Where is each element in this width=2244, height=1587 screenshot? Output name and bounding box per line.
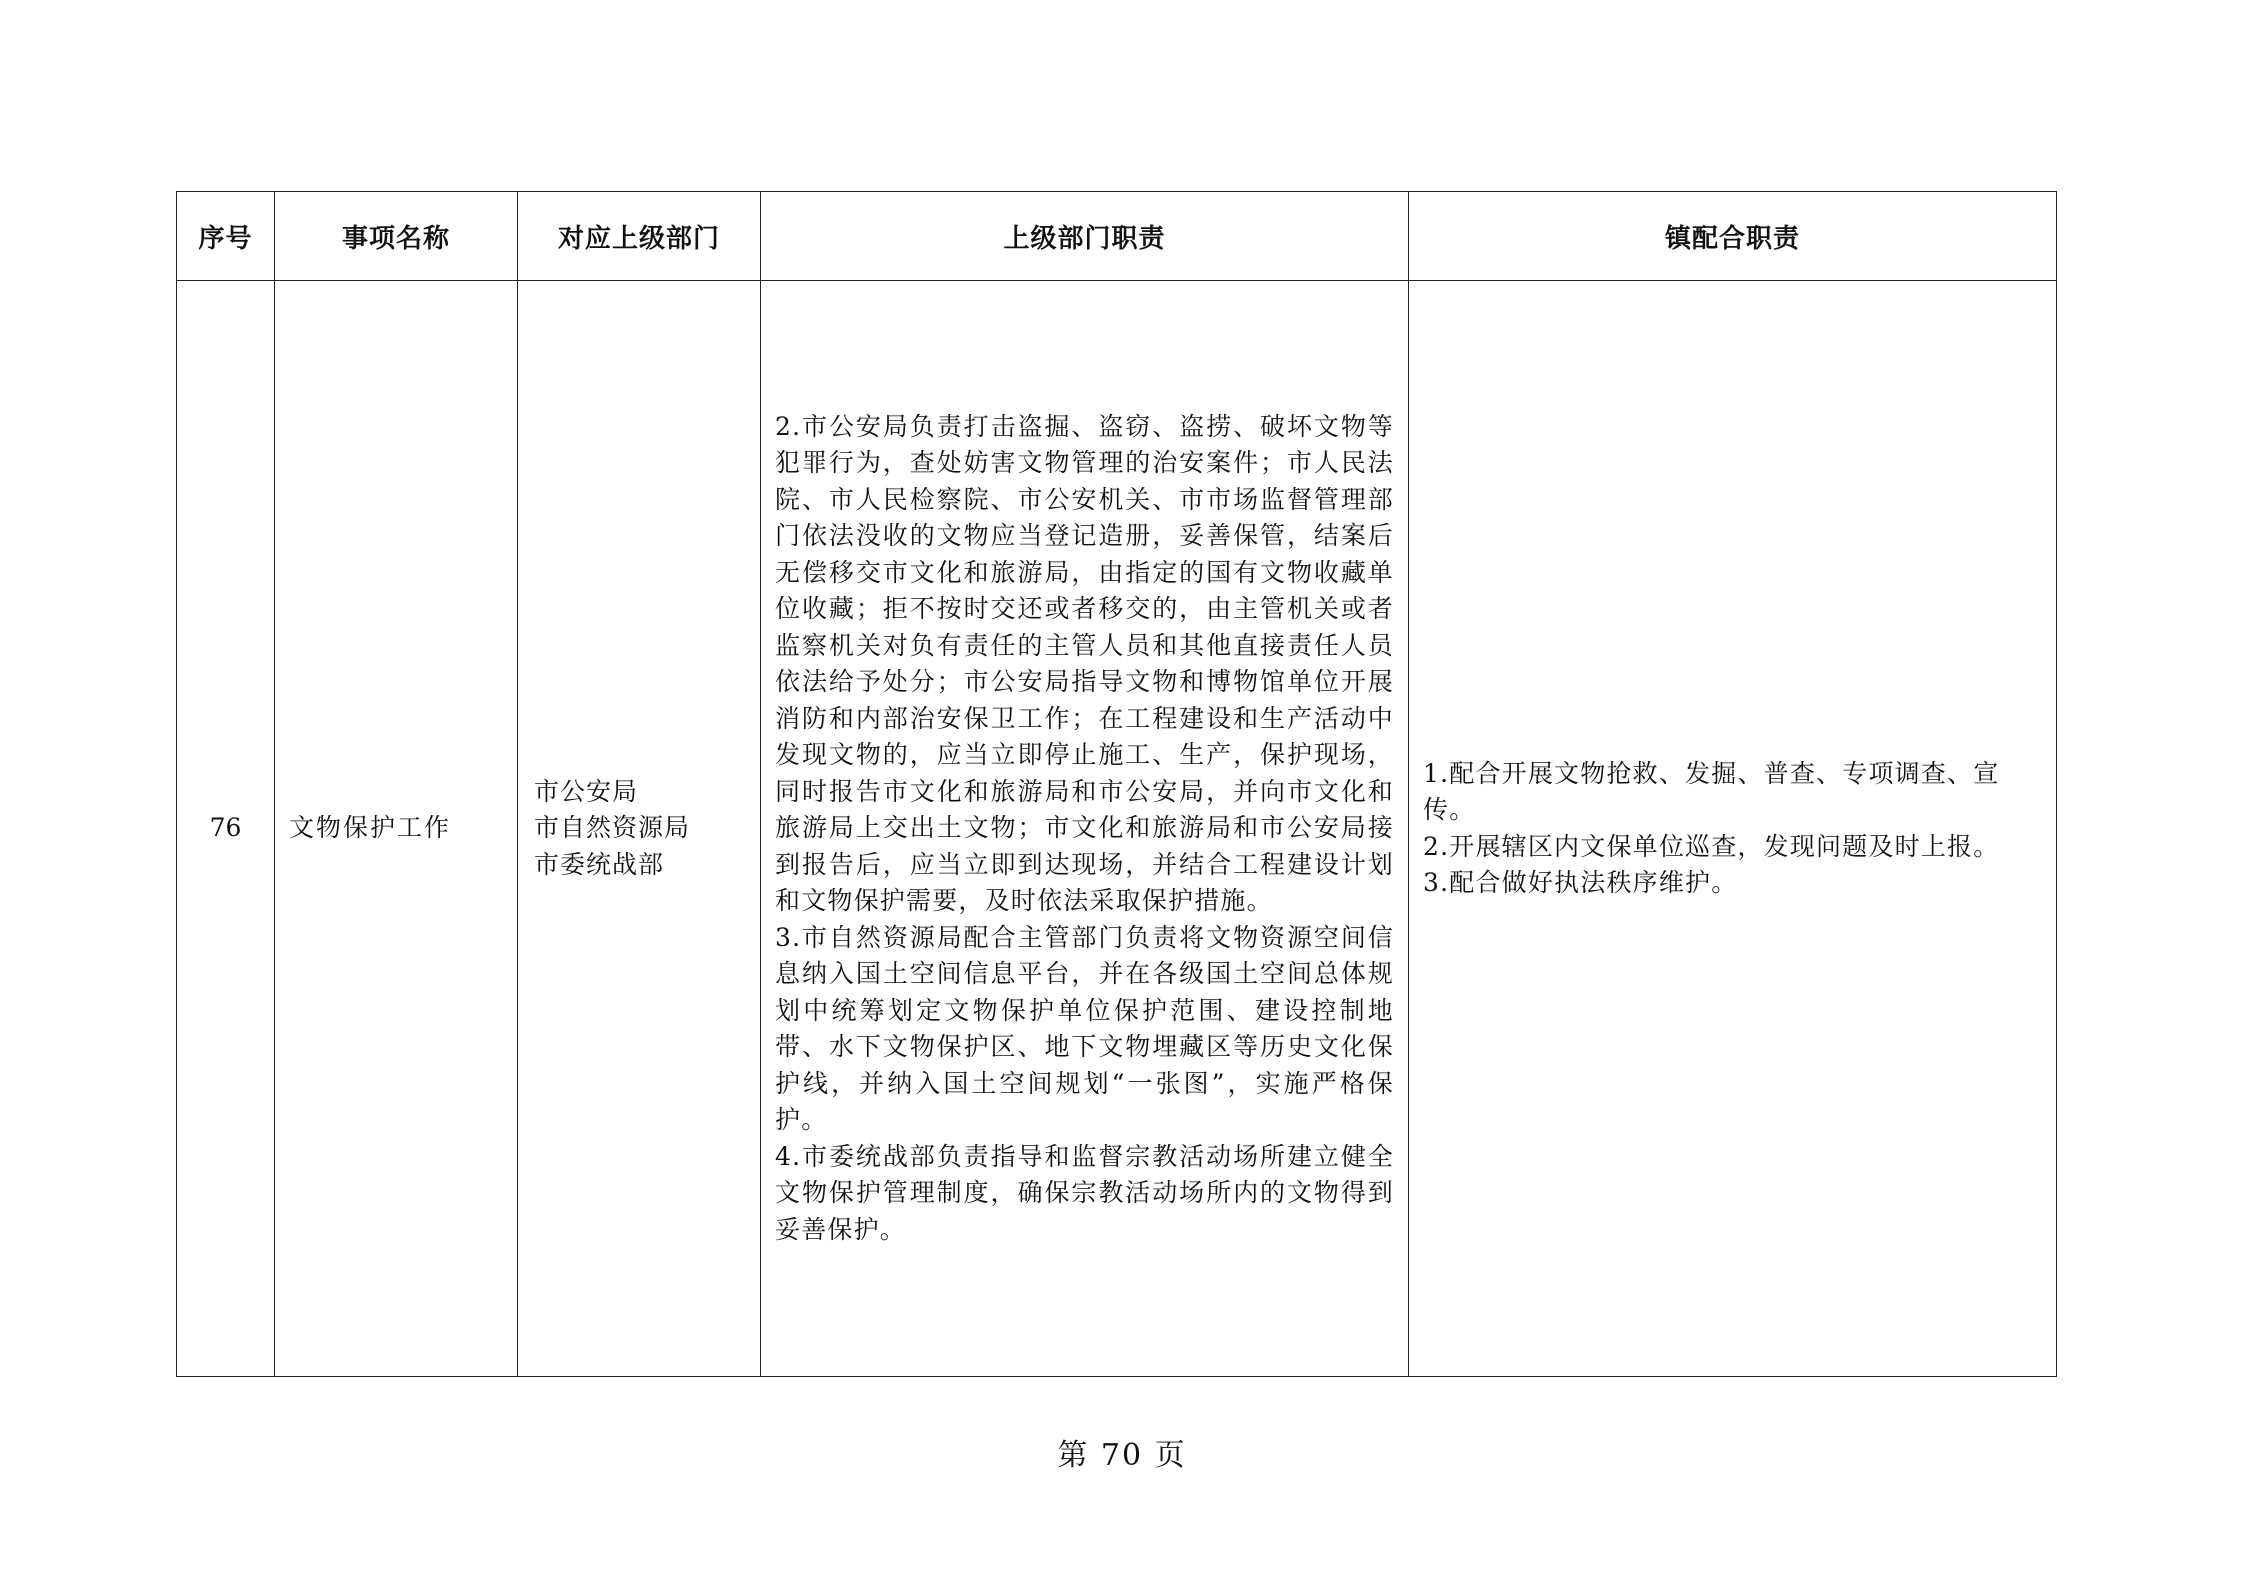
table-row [177,281,2057,1377]
page-number-value: 70 [1100,1438,1144,1473]
header-department-duties: 上级部门职责 [761,192,1409,281]
duty-paragraph: 3.市自然资源局配合主管部门负责将文物资源空间信息纳入国土空间信息平台，并在各级国土空间总体规划中统筹划定文物保护单位保护范围、建设控制地带、水下文物保护区、地下文物埋藏区等历史文化保护线，并纳入国土空间规划“一张图”，实施严格保护。 [775,922,1394,1135]
row-departments [518,281,761,1377]
header-item-name: 事项名称 [275,192,518,281]
page-number-prefix: 第 [1057,1438,1090,1473]
header-department: 对应上级部门 [518,192,761,281]
town-duty-item: 1.配合开展文物抢救、发掘、普查、专项调查、宣传。 [1423,758,2000,824]
header-seq: 序号 [177,192,275,281]
town-duty-item: 3.配合做好执法秩序维护。 [1423,868,1738,897]
department-item: 市自然资源局 [534,813,691,843]
table-header-row [177,192,2057,281]
row-seq: 76 [177,281,275,1377]
town-duty-item: 2.开展辖区内文保单位巡查，发现问题及时上报。 [1423,831,2000,861]
department-item: 市委统战部 [534,849,665,879]
page-number-suffix: 页 [1154,1438,1187,1473]
row-item-name: 文物保护工作 [275,281,518,1377]
page-number [0,1430,2244,1474]
responsibility-table [176,191,2057,1377]
row-town-duties [1409,281,2057,1377]
header-town-duties: 镇配合职责 [1409,192,2057,281]
duty-paragraph: 2.市公安局负责打击盗掘、盗窃、盗捞、破坏文物等犯罪行为，查处妨害文物管理的治安案件；市人民法院、市人民检察院、市公安机关、市市场监督管理部门依法没收的文物应当登记造册，妥善保管，结案后无偿移交市文化和旅游局，由指定的国有文物收藏单位收藏；拒不按时交还或者移交的，由主管机关或者监察机关对负有责任的主管人员和其他直接责任人员依法给予处分；市公安局指导文物和博物馆单位开展消防和内部治安保卫工作；在工程建设和生产活动中发现文物的，应当立即停止施工、生产，保护现场，同时报告市文化和旅游局和市公安局，并向市文化和旅游局上交出土文物；市文化和旅游局和市公安局接到报告后，应当立即到达现场，并结合工程建设计划和文物保护需要，及时依法采取保护措施。 [775,411,1394,916]
department-item: 市公安局 [534,776,639,806]
row-department-duties [761,281,1409,1377]
duty-paragraph: 4.市委统战部负责指导和监督宗教活动场所建立健全文物保护管理制度，确保宗教活动场所内的文物得到妥善保护。 [775,1141,1394,1244]
